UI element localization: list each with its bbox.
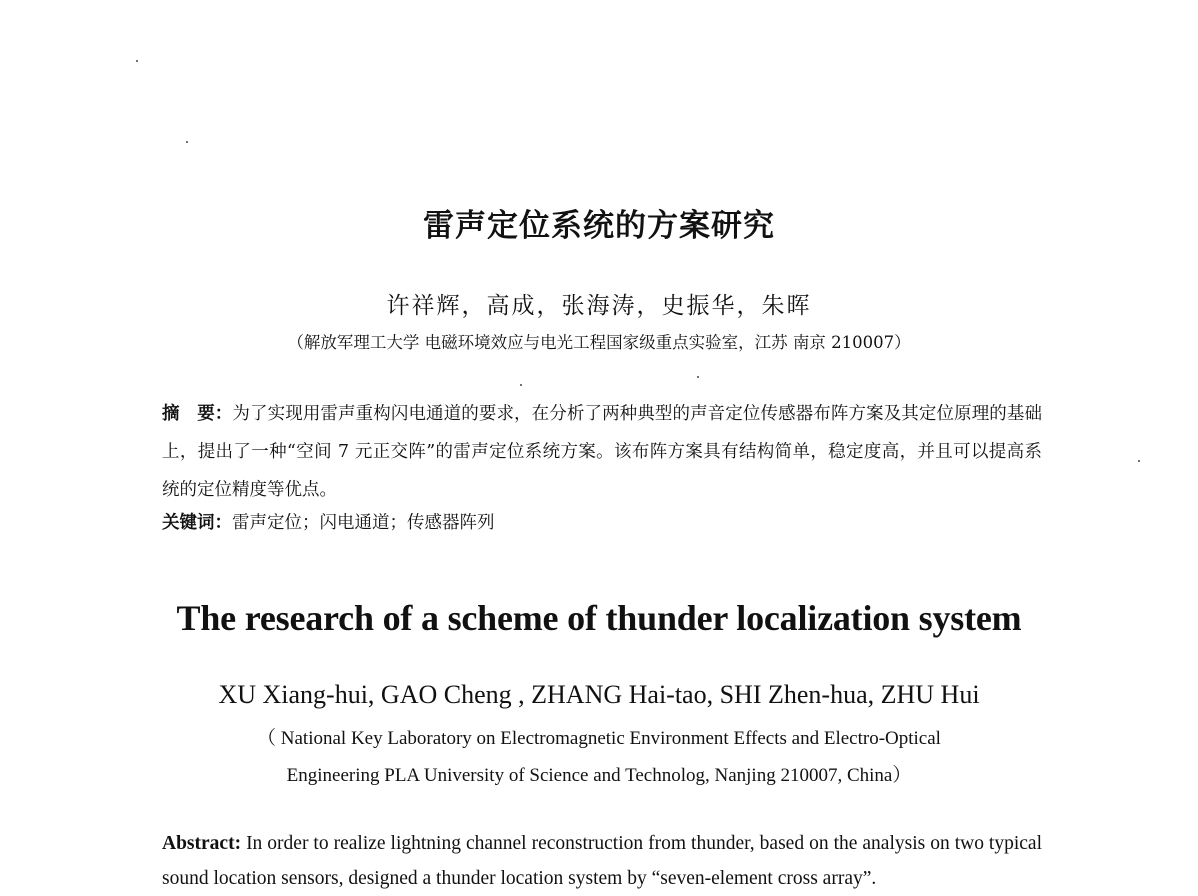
- chinese-title: 雷声定位系统的方案研究: [423, 208, 775, 244]
- scan-speck: [520, 384, 522, 386]
- english-affiliation: [0, 720, 1198, 794]
- english-affiliation-line1: （ National Key Laboratory on Electromagnetic Environment Effects and Electro-Optical: [257, 728, 941, 749]
- english-abstract-text: In order to realize lightning channel reconstruction from thunder, based on the analysis on two typical sound location sensors, designed a thunder location system by “seven-element cross array”.: [162, 833, 1042, 889]
- chinese-affiliation: （解放军理工大学 电磁环境效应与电光工程国家级重点实验室，江苏 南京 210007）: [287, 333, 911, 352]
- scan-speck: [1138, 460, 1140, 462]
- english-abstract-label: Abstract:: [162, 833, 242, 854]
- english-authors: XU Xiang-hui, GAO Cheng , ZHANG Hai-tao, SHI Zhen-hua, ZHU Hui: [218, 680, 980, 709]
- chinese-abstract-text: 为了实现用雷声重构闪电通道的要求，在分析了两种典型的声音定位传感器布阵方案及其定位原理的基础上，提出了一种“空间 7 元正交阵”的雷声定位系统方案。该布阵方案具有结构简单，稳定度高，并且可以提高系统的定位精度等优点。: [162, 404, 1043, 500]
- chinese-keywords-text: 雷声定位；闪电通道；传感器阵列: [232, 513, 495, 533]
- scan-speck: [136, 60, 138, 62]
- chinese-keywords: [162, 504, 1042, 542]
- english-title: The research of a scheme of thunder localization system: [176, 598, 1022, 638]
- english-abstract: [162, 826, 1042, 896]
- chinese-authors: 许祥辉，高成，张海涛，史振华，朱晖: [386, 293, 812, 319]
- chinese-abstract-label: 摘 要：: [162, 404, 233, 424]
- scan-speck: [697, 376, 699, 378]
- scan-speck: [186, 141, 188, 143]
- english-affiliation-line2: Engineering PLA University of Science and Technolog, Nanjing 210007, China）: [286, 765, 912, 786]
- chinese-keywords-label: 关键词：: [162, 513, 232, 533]
- chinese-abstract: [162, 395, 1042, 509]
